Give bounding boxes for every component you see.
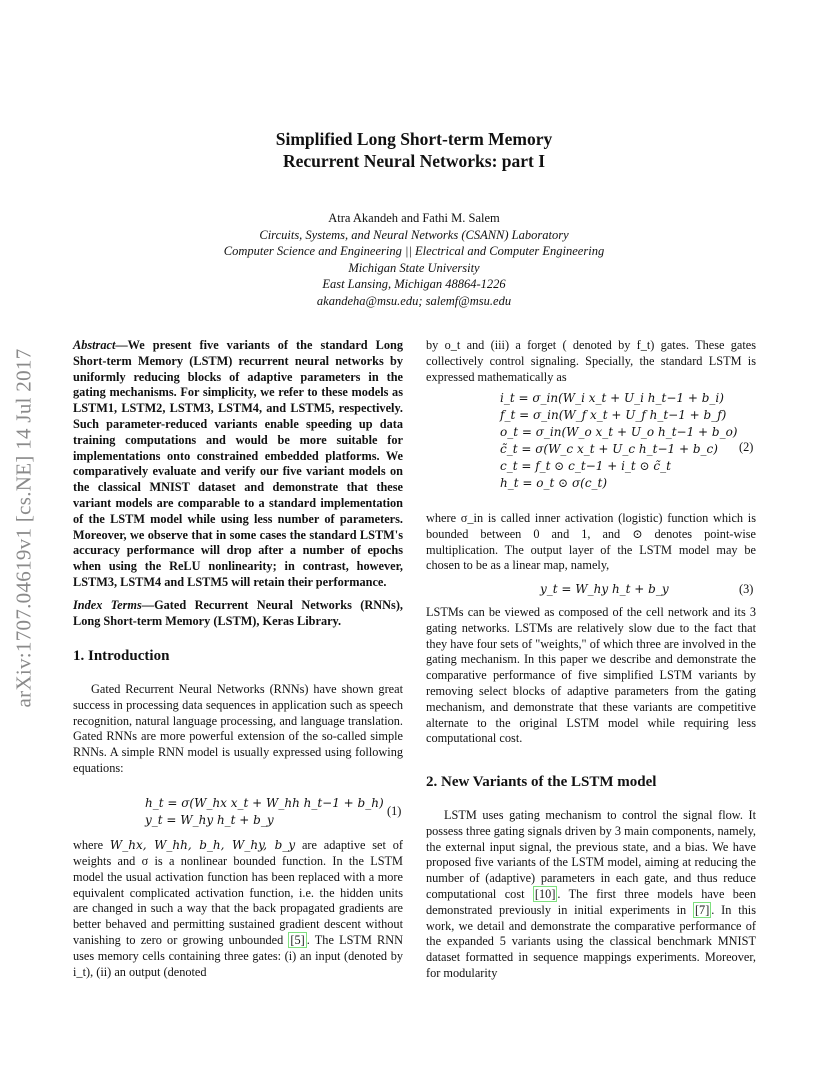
index-terms xyxy=(73,598,403,630)
equation-3 xyxy=(426,581,828,598)
equation-3-number: (3) xyxy=(739,582,754,596)
section-2-paragraph-1 xyxy=(426,808,756,982)
equation-2-line: h_t = o_t ⊙ σ(c_t) xyxy=(500,476,608,490)
index-terms-text: —Gated Recurrent Neural Networks (RNNs), Long Short-term Memory (LSTM), Keras Library. xyxy=(73,598,403,628)
author-university: Michigan State University xyxy=(348,260,480,275)
equation-2-line: c̃_t = σ(W_c x_t + U_c h_t−1 + b_c) xyxy=(500,442,718,456)
section-heading: 1. Introduction xyxy=(73,648,170,664)
paragraph-text: where σ_in is called inner activation (logistic) function which is bounded between 0 and 1, and ⊙ denotes point-wise multiplication. The output layer of the LSTM model may be chosen to be as a linear map, namely, xyxy=(426,511,756,573)
equation-1-number: (1) xyxy=(387,804,402,818)
author-email: akandeha@msu.edu; salemf@msu.edu xyxy=(316,293,512,308)
equation-1-line-a: h_t = σ(W_hx x_t + W_hh h_t−1 + b_h) xyxy=(145,796,384,810)
abstract xyxy=(73,338,403,591)
section-heading: 2. New Variants of the LSTM model xyxy=(426,774,657,790)
intro-paragraph-3 xyxy=(426,338,756,385)
author-names: Atra Akandeh and Fathi M. Salem xyxy=(328,211,500,225)
equation-1 xyxy=(73,795,475,829)
equation-2-line: c_t = f_t ⊙ c_t−1 + i_t ⊙ c̃_t xyxy=(500,459,671,473)
equation-2-number: (2) xyxy=(739,440,754,454)
variable-list: W_hx, W_hh, b_h, W_hy, b_y xyxy=(109,838,296,852)
paragraph-text: by o_t and (iii) a forget ( denoted by f_t) gates. These gates collectively control signaling. Specially, the standard LSTM is expressed mathematically as xyxy=(426,338,756,384)
equation-3-line: y_t = W_hy h_t + b_y xyxy=(540,582,669,596)
title-line-1: Simplified Long Short-term Memory xyxy=(275,129,553,149)
paragraph-text: LSTM uses gating mechanism to control the signal flow. It possess three gating signals driven by 3 main components, namely, the external input signal, the previous state, and a bias. We have proposed five variants of the LSTM model, aiming at reducing the number of (adaptive) parameters in each gate, and thus reduce computational cost xyxy=(426,808,756,901)
author-block xyxy=(0,210,828,309)
section-2-heading xyxy=(426,774,756,791)
equation-1-line-b: y_t = W_hy h_t + b_y xyxy=(145,813,274,827)
author-lab: Circuits, Systems, and Neural Networks (CSANN) Laboratory xyxy=(259,227,569,242)
paragraph-text: . The LSTM RNN uses memory cells containing three gates: (i) an input (denoted by i_t), (ii) an output (denoted xyxy=(73,932,403,979)
abstract-text: —We present five variants of the standard Long Short-term Memory (LSTM) recurrent neural networks by uniformly reducing blocks of adaptive parameters in the gating mechanisms. For simplicity, we refer to these models as LSTM1, LSTM2, LSTM3, LSTM4, and LSTM5, respectively. Such parameter-reduced variants enable speeding up data training computations and would be more suitable for implementations onto constrained embedded platforms. We comparatively evaluate and verify our five variant models on the classical MNIST dataset and demonstrate that these variant models are comparable to a standard implementation of the LSTM model while using less number of parameters. Moreover, we observe that in some cases the standard LSTM's accuracy performance will drop after a number of epochs when using the ReLU nonlinearity; in contrast, however, LSTM3, LSTM4 and LSTM5 will retain their performance. xyxy=(73,338,403,589)
paragraph-text: . The first three models have been demonstrated previously in initial experiments in xyxy=(426,886,756,917)
citation-link[interactable]: [5] xyxy=(290,932,305,947)
equation-2 xyxy=(426,390,828,492)
intro-paragraph-5 xyxy=(426,605,756,747)
paragraph-text: are adaptive set of weights and σ is a nonlinear bounded function. In the LSTM model the usual activation function has been replaced with a more equivalent complicated activation function, i.e. the hidden units are changed in such a way that the back propagated gradients are better behaved and permitting sustained gradient descent without vanishing to zero or growing unbounded xyxy=(73,838,403,947)
citation-link[interactable]: [7] xyxy=(694,902,710,917)
author-dept: Computer Science and Engineering || Electrical and Computer Engineering xyxy=(223,244,605,258)
title-line-2: Recurrent Neural Networks: part I xyxy=(282,151,546,171)
arxiv-id: arXiv:1707.04619v1 [cs.NE] 14 Jul 2017 xyxy=(11,348,36,708)
paragraph-text: . In this work, we detail and demonstrate the comparative performance of the expanded 5 variants using the classical benchmark MNIST dataset formatted in sequence mappings experiments. Moreover, for modularity xyxy=(426,902,757,980)
arxiv-sidebar-stamp xyxy=(4,298,44,758)
citation-link[interactable]: [10] xyxy=(534,886,556,901)
paper-title xyxy=(0,128,828,172)
paragraph-text: LSTMs can be viewed as composed of the cell network and its 3 gating networks. LSTMs are relatively slow due to the fact that they have four sets of "weights," of which three are involved in the gating mechanism. In this paper we describe and demonstrate the comparative performance of five simplified LSTM variants by removing select blocks of adaptive parameters from the gating mechanism, and demonstrate that these variants are competitive alternate to the original LSTM model while requiring less computational cost. xyxy=(426,605,756,746)
equation-2-line: f_t = σ_in(W_f x_t + U_f h_t−1 + b_f) xyxy=(500,408,727,422)
intro-paragraph-2 xyxy=(73,837,403,980)
intro-heading xyxy=(73,648,403,665)
intro-paragraph-4 xyxy=(426,511,756,574)
paragraph-text: where xyxy=(73,838,110,852)
abstract-label: Abstract xyxy=(73,338,116,352)
intro-paragraph-1 xyxy=(73,682,403,777)
author-city: East Lansing, Michigan 48864-1226 xyxy=(322,277,506,291)
equation-2-line: i_t = σ_in(W_i x_t + U_i h_t−1 + b_i) xyxy=(500,391,724,405)
paragraph-text: Gated Recurrent Neural Networks (RNNs) have shown great success in processing data sequences in application such as speech recognition, natural language processing, and language translation. Gated RNNs are more powerful extension of the so-called simple RNNs. A simple RNN model is usually expressed using following equations: xyxy=(73,682,403,775)
equation-2-line: o_t = σ_in(W_o x_t + U_o h_t−1 + b_o) xyxy=(500,425,738,439)
index-terms-label: Index Terms xyxy=(73,598,142,612)
